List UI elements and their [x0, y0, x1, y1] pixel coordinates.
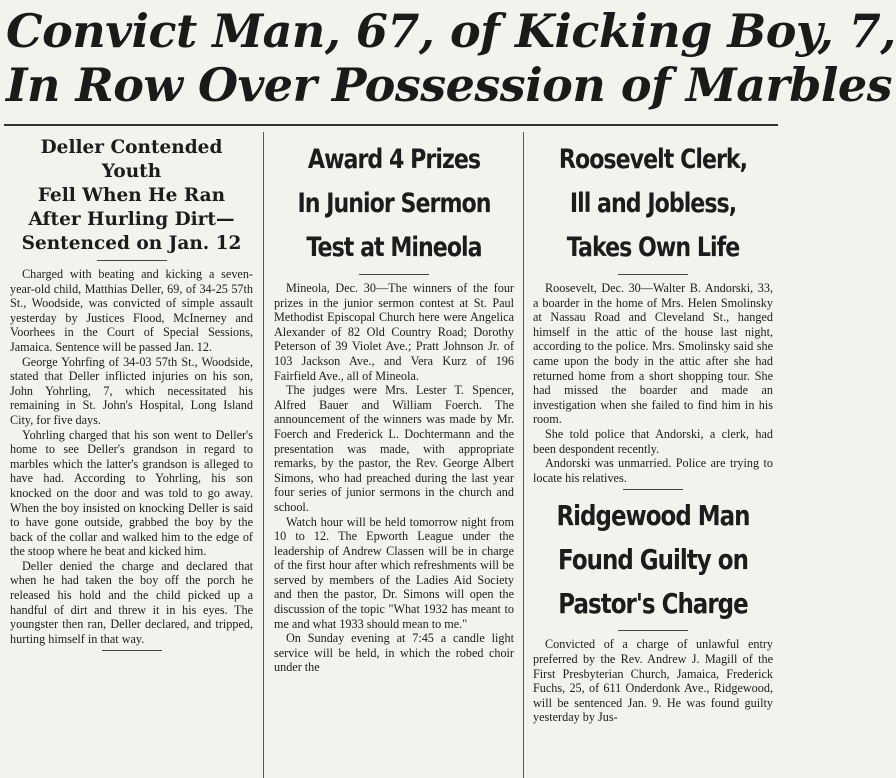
- headline-line: In Junior Sermon: [297, 188, 491, 219]
- headline-line: Ill and Jobless,: [569, 188, 737, 219]
- headline-rule: [4, 124, 778, 126]
- section-rule: [618, 274, 688, 275]
- headline-line: Roosevelt Clerk,: [558, 144, 748, 175]
- paragraph: Deller denied the charge and declared that when he had taken the boy off the porch he released his hold and the child picked up a handful of dirt and threw it in his eyes. The youngster then ran, Deller declared, and tripped, hurting himself in that way.: [10, 558, 253, 646]
- section-rule: [97, 260, 167, 261]
- headline-line: Ridgewood Man: [556, 499, 750, 533]
- article-deller-body: [4, 267, 259, 646]
- end-rule: [102, 650, 162, 651]
- paragraph: Mineola, Dec. 30—The winners of the four prizes in the junior sermon contest at St. Paul Methodist Episcopal Church here were Angelica Alexander of 82 Old Country Road; Dorothy Peterson of 39 Violet Ave.; Pratt Johnson Jr. of 103 Jackson Ave., and Vera Kurz of 196 Fairfield Ave., all of Mineola.: [274, 281, 514, 383]
- article-deller-headline: [8, 136, 255, 256]
- article-roosevelt-headline: [551, 138, 754, 270]
- headline-line: After Hurling Dirt—: [28, 209, 235, 230]
- article-roosevelt-clerk: [527, 138, 779, 490]
- paragraph: Yohrling charged that his son went to Deller's home to see Deller's grandson in regard to marbles which the latter's grandson is alleged to have had. According to Yohrling, his son knocked on the door and was told to go away. When the boy insisted on knocking Deller is said to have gone outside, grabbed the boy by the back of the collar and walked him to the edge of the stoop where he beat and kicked him.: [10, 427, 253, 559]
- headline-line: Test at Mineola: [306, 232, 482, 263]
- paragraph: Andorski was unmarried. Police are trying to locate his relatives.: [533, 456, 773, 485]
- article-deller: [4, 130, 259, 778]
- headline-line: Found Guilty on: [558, 543, 748, 577]
- paragraph: The judges were Mrs. Lester T. Spencer, Alfred Bauer and William Foerch. The announcement of the winners was made by Mr. Foerch and Frederick L. Dochtermann and the presentation was made, with appropriate remarks, by the pastor, the Rev. George Albert Simons, who had preached during the last year four series of junior sermons in the church and school.: [274, 383, 514, 514]
- paragraph: On Sunday evening at 7:45 a candle light service will be held, in which the robed choir under the: [274, 631, 514, 675]
- headline-line: Award 4 Prizes: [307, 144, 481, 175]
- paragraph: Roosevelt, Dec. 30—Walter B. Andorski, 33, a boarder in the home of Mrs. Helen Smolinsky at Nassau Road and Cleveland St., hanged himself in the attic of the house last night, according to the police. Mrs. Smolinsky said she came upon the body in the attic after she had returned home from a short shopping tour. She had missed the boarder and made an investigation when she failed to find him in his room.: [533, 281, 773, 427]
- article-sermon-body: [268, 281, 520, 675]
- end-rule: [623, 489, 683, 490]
- column-divider: [263, 132, 264, 778]
- column-three: [527, 130, 779, 778]
- article-sermon-prizes: [268, 130, 520, 778]
- column-divider: [523, 132, 524, 778]
- main-headline-line-1: Convict Man, 67, of Kicking Boy, 7,: [6, 4, 896, 58]
- paragraph: She told police that Andorski, a clerk, had been despondent recently.: [533, 426, 773, 456]
- article-sermon-headline: [292, 138, 495, 270]
- article-ridgewood-body: [527, 637, 779, 725]
- article-roosevelt-body: [527, 281, 779, 485]
- main-headline: [6, 4, 896, 120]
- paragraph: Watch hour will be held tomorrow night from 10 to 12. The Epworth League under the leadership of Andrew Classen will be in charge of the first hour after which refreshments will be served by members of the Ladies Aid Society and then the pastor, Dr. Simons will open the discussion of the topic "What 1932 has meant to me and what 1933 should mean to me.": [274, 514, 514, 631]
- paragraph: Convicted of a charge of unlawful entry preferred by the Rev. Andrew J. Magill of the First Presbyterian Church, Jamaica, Frederick Fuchs, 25, of 611 Onderdonk Ave., Ridgewood, will be sentenced Jan. 9. He was found guilty yesterday by Jus-: [533, 637, 773, 725]
- section-rule: [618, 630, 688, 631]
- main-headline-line-2: In Row Over Possession of Marbles: [6, 58, 893, 112]
- paragraph: Charged with beating and kicking a seven-year-old child, Matthias Deller, 69, of 34-25 57th St., Woodside, was convicted of simple assault yesterday by Justices Flood, McInerney and Voorhees in the Court of Special Sessions, Jamaica. Sentence will be passed Jan. 12.: [10, 267, 253, 354]
- headline-line: Deller Contended Youth: [40, 137, 223, 182]
- headline-line: Fell When He Ran: [37, 185, 226, 206]
- section-rule: [359, 274, 429, 275]
- headline-line: Takes Own Life: [566, 232, 740, 263]
- paragraph: George Yohrfing of 34-03 57th St., Woodside, stated that Deller inflicted injuries on his son, John Yohrling, 7, which necessitated his remaining in St. John's Hospital, Long Island City, for five days.: [10, 354, 253, 427]
- headline-line: Pastor's Charge: [558, 587, 748, 621]
- headline-line: Sentenced on Jan. 12: [21, 233, 242, 254]
- article-ridgewood-man: [527, 494, 779, 725]
- article-ridgewood-headline: [551, 494, 754, 626]
